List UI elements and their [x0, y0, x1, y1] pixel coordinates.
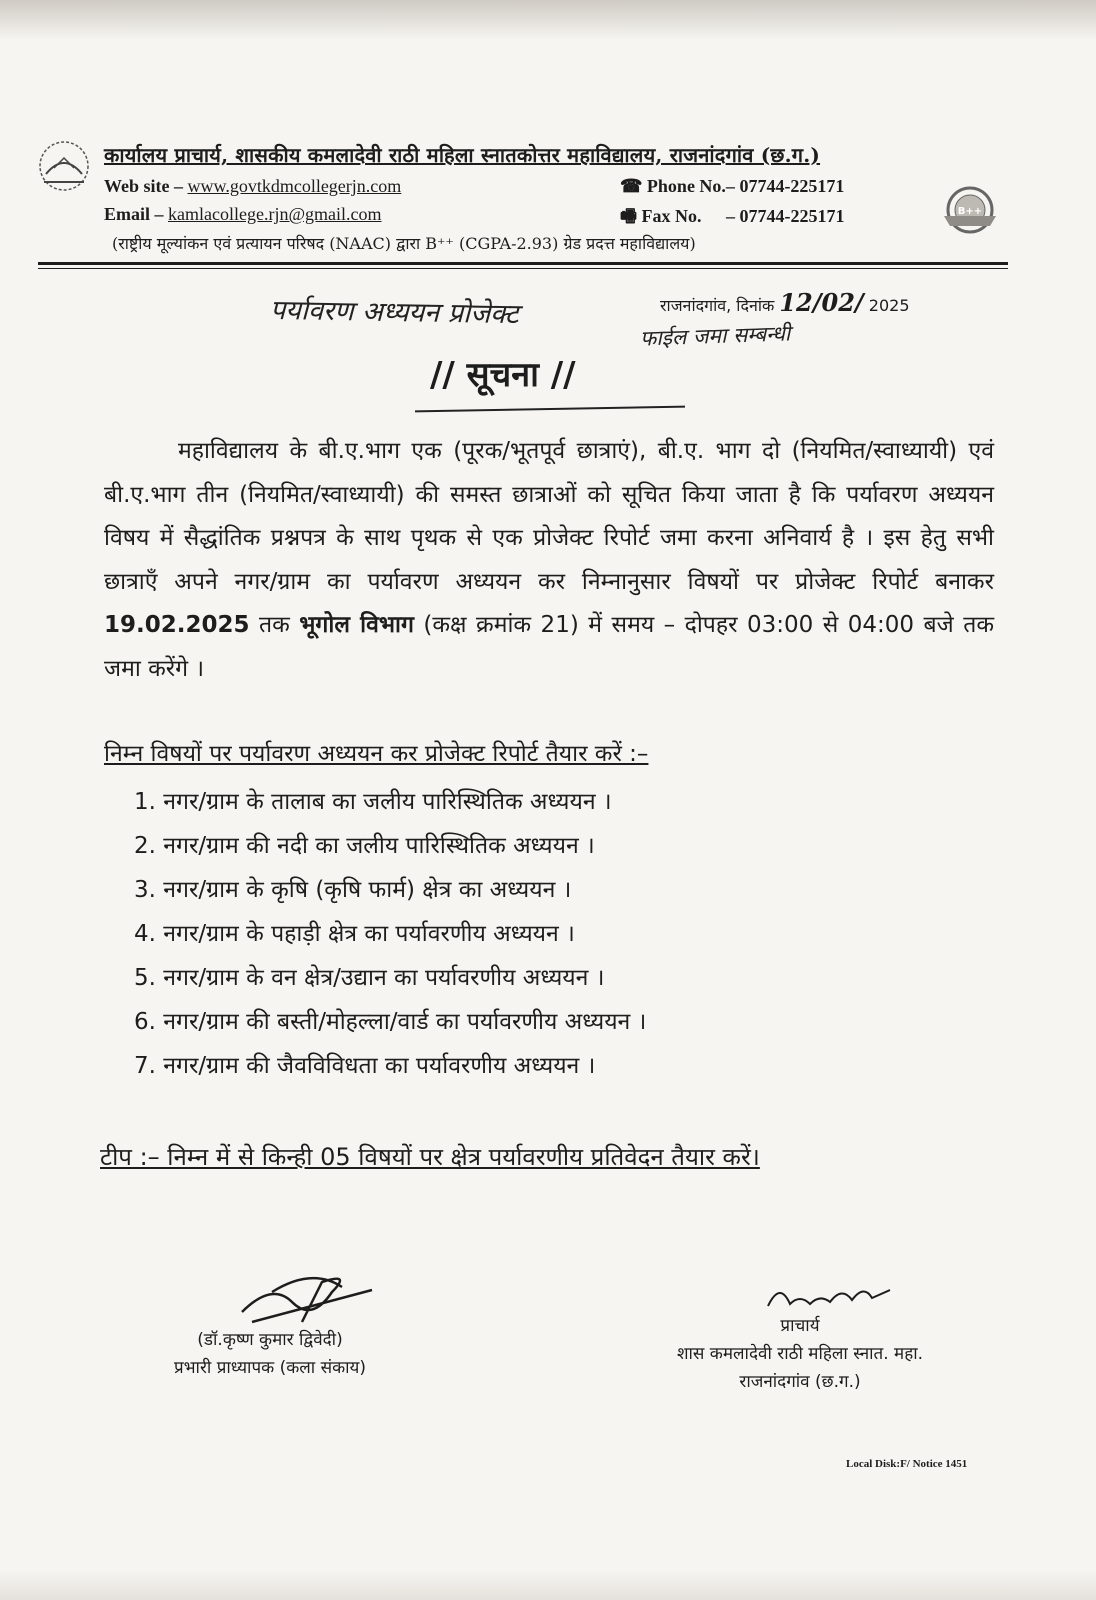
- phone-label: Phone No.–: [646, 176, 735, 196]
- phone-number: 07744-225171: [739, 176, 845, 196]
- notice-body-part1: महाविद्यालय के बी.ए.भाग एक (पूरक/भूतपूर्व छात्राएं), बी.ए. भाग दो (नियमित/स्वाध्यायी) एवं बी.ए.भाग तीन (नियमित/स्वाध्यायी) की समस्त छात्राओं को सूचित किया जाता है कि पर्यावरण अध्ययन विषय में सैद्धांतिक प्रश्नपत्र के साथ पृथक से एक प्रोजेक्ट रिपोर्ट जमा करना अनिवार्य है । इस हेतु सभी छात्राएँ अपने नगर/ग्राम का पर्यावरण अध्ययन कर निम्नानुसार विषयों पर प्रोजेक्ट रिपोर्ट बनाकर: [104, 438, 994, 595]
- list-item: 5. नगर/ग्राम के वन क्षेत्र/उद्यान का पर्यावरणीय अध्ययन ।: [134, 965, 605, 991]
- college-emblem-icon: [36, 138, 92, 194]
- left-signature-block: [140, 1326, 400, 1382]
- list-item: 7. नगर/ग्राम की जैवविविधता का पर्यावरणीय अध्ययन ।: [134, 1053, 596, 1079]
- seal-grade: B++: [957, 206, 983, 217]
- website-link[interactable]: www.govtkdmcollegerjn.com: [187, 176, 402, 196]
- principal-institution: शास कमलादेवी राठी महिला स्नात. महा.: [676, 1344, 924, 1364]
- list-item: 1. नगर/ग्राम के तालाब का जलीय पारिस्थितिक अध्ययन ।: [134, 789, 612, 815]
- department-name: भूगोल विभाग: [299, 612, 414, 638]
- handwritten-annotation-2: फाईल जमा सम्बन्धी: [639, 321, 791, 351]
- list-item: 6. नगर/ग्राम की बस्ती/मोहल्ला/वार्ड का पर्यावरणीय अध्ययन ।: [134, 1009, 647, 1035]
- fax-label: Fax No.: [641, 206, 702, 226]
- notice-title: // सूचना //: [430, 355, 576, 395]
- website-label: Web site –: [104, 176, 183, 196]
- right-signature-scribble: [760, 1276, 900, 1316]
- header-rule-thin: [38, 268, 1008, 269]
- list-item: 2. नगर/ग्राम की नदी का जलीय पारिस्थितिक अध्ययन ।: [134, 833, 595, 859]
- top-shadow: [0, 0, 1096, 40]
- tip-note: टीप :– निम्न में से किन्ही 05 विषयों पर क्षेत्र पर्यावरणीय प्रतिवेदन तैयार करें।: [100, 1143, 760, 1171]
- left-signatory-name: (डॉ.कृष्ण कुमार द्विवेदी): [197, 1330, 343, 1350]
- left-signature-scribble: [232, 1262, 392, 1332]
- handwritten-annotation-1: पर्यावरण अध्ययन प्रोजेक्ट: [269, 294, 519, 331]
- dateline-handwritten-date: 12/02/: [779, 288, 864, 317]
- file-reference: Local Disk:F/ Notice 1451: [846, 1458, 968, 1470]
- notice-body-part2: तक: [259, 612, 290, 638]
- email-link[interactable]: kamlacollege.rjn@gmail.com: [168, 204, 382, 224]
- list-item: 3. नगर/ग्राम के कृषि (कृषि फार्म) क्षेत्र का अध्ययन ।: [134, 877, 572, 903]
- topics-list: [134, 780, 646, 1088]
- dateline: [660, 288, 910, 317]
- left-signatory-designation: प्रभारी प्राध्यापक (कला संकाय): [173, 1358, 367, 1378]
- website-line: [104, 176, 401, 197]
- email-line: [104, 204, 382, 225]
- principal-city: राजनांदगांव (छ.ग.): [739, 1372, 861, 1392]
- principal-title: प्राचार्य: [780, 1316, 820, 1336]
- phone-line: [620, 176, 844, 197]
- naac-accreditation: (राष्ट्रीय मूल्यांकन एवं प्रत्यायन परिषद (NAAC) द्वारा B⁺⁺ (CGPA-2.93) ग्रेड प्रदत्त महाविद्यालय): [112, 234, 696, 253]
- dateline-place: राजनांदगांव, दिनांक: [660, 296, 775, 315]
- fax-icon: 🖷: [620, 206, 637, 226]
- deadline-date: 19.02.2025: [104, 612, 250, 638]
- notice-body-part3: (कक्ष क्रमांक 21) में समय – दोपहर 03:00 से 04:00 बजे तक जमा करेंगे ।: [104, 612, 994, 682]
- bottom-shadow: [0, 1570, 1096, 1600]
- header-rule-thick: [38, 262, 1008, 265]
- naac-seal-icon: [940, 180, 1000, 240]
- office-title: कार्यालय प्राचार्य, शासकीय कमलादेवी राठी महिला स्नातकोत्तर महाविद्यालय, राजनांदगांव (छ.ग.): [104, 143, 821, 167]
- topics-heading: निम्न विषयों पर पर्यावरण अध्ययन कर प्रोजेक्ट रिपोर्ट तैयार करें :–: [104, 741, 649, 767]
- dateline-year: 2025: [868, 296, 910, 315]
- fax-number: – 07744-225171: [726, 206, 845, 226]
- fax-line: [620, 204, 845, 234]
- title-underline: [415, 406, 685, 413]
- right-signature-block: [630, 1312, 970, 1396]
- notice-body: [104, 430, 994, 691]
- email-label: Email –: [104, 204, 164, 224]
- list-item: 4. नगर/ग्राम के पहाड़ी क्षेत्र का पर्यावरणीय अध्ययन ।: [134, 921, 575, 947]
- phone-icon: ☎: [620, 176, 643, 196]
